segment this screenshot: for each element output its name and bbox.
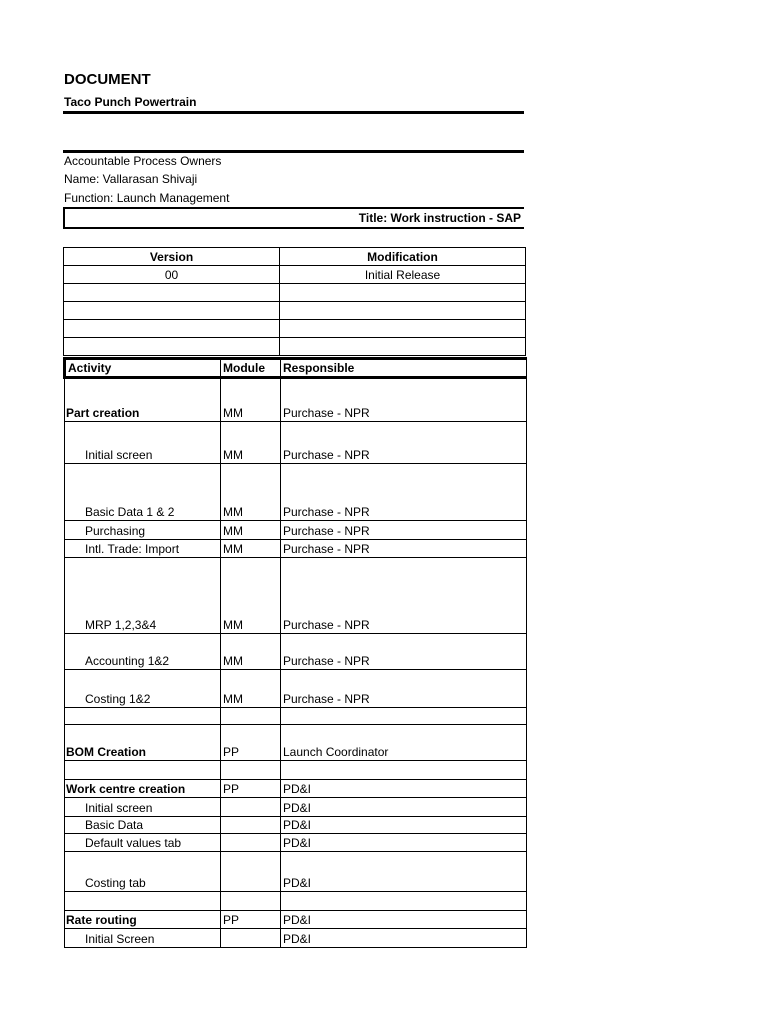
module-header: Module [221, 359, 281, 378]
activity-cell [65, 708, 221, 725]
module-cell: MM [221, 558, 281, 634]
activity-cell: Purchasing [65, 521, 221, 540]
activity-cell: Part creation [65, 378, 221, 422]
responsible-cell: Purchase - NPR [281, 558, 527, 634]
table-row [65, 780, 527, 798]
modification-header: Modification [280, 248, 526, 266]
module-cell: MM [221, 464, 281, 521]
version-cell [64, 338, 280, 356]
table-row [65, 540, 527, 558]
module-cell [221, 817, 281, 834]
table-row [65, 558, 527, 634]
divider [63, 150, 524, 153]
table-row [65, 817, 527, 834]
table-row [64, 284, 526, 302]
module-cell: MM [221, 378, 281, 422]
table-row [64, 338, 526, 356]
table-row [65, 725, 527, 761]
responsible-cell: PD&I [281, 834, 527, 852]
activity-cell: Initial screen [65, 798, 221, 817]
activity-cell: Intl. Trade: Import [65, 540, 221, 558]
activity-cell [65, 892, 221, 911]
activity-cell [65, 761, 221, 780]
responsible-cell: Purchase - NPR [281, 464, 527, 521]
table-row [64, 302, 526, 320]
table-row [65, 892, 527, 911]
module-cell [221, 798, 281, 817]
module-cell [221, 892, 281, 911]
module-cell [221, 834, 281, 852]
responsible-header: Responsible [281, 359, 527, 378]
table-row [65, 378, 527, 422]
modification-cell [280, 338, 526, 356]
table-row [64, 320, 526, 338]
owner-name: Name: Vallarasan Shivaji [64, 172, 198, 186]
activity-cell: Rate routing [65, 911, 221, 929]
responsible-cell: PD&I [281, 852, 527, 892]
version-cell [64, 320, 280, 338]
activity-cell: Work centre creation [65, 780, 221, 798]
module-cell: PP [221, 780, 281, 798]
table-row [65, 521, 527, 540]
activity-cell: MRP 1,2,3&4 [65, 558, 221, 634]
responsible-cell [281, 892, 527, 911]
responsible-cell: PD&I [281, 911, 527, 929]
responsible-cell: Launch Coordinator [281, 725, 527, 761]
activity-cell: Basic Data 1 & 2 [65, 464, 221, 521]
responsible-cell: Purchase - NPR [281, 670, 527, 708]
responsible-cell: Purchase - NPR [281, 540, 527, 558]
title-bar: Title: Work instruction - SAP [63, 207, 524, 229]
table-row [65, 422, 527, 464]
responsible-cell: PD&I [281, 798, 527, 817]
table-row [65, 929, 527, 948]
modification-cell: Initial Release [280, 266, 526, 284]
module-cell: PP [221, 725, 281, 761]
activity-cell: Initial Screen [65, 929, 221, 948]
table-row [64, 266, 526, 284]
responsible-cell: Purchase - NPR [281, 521, 527, 540]
version-table [63, 247, 526, 356]
activity-header: Activity [65, 359, 221, 378]
modification-cell [280, 320, 526, 338]
table-row [65, 670, 527, 708]
owners-heading: Accountable Process Owners [64, 154, 222, 168]
version-cell: 00 [64, 266, 280, 284]
table-row [65, 708, 527, 725]
activity-cell: Default values tab [65, 834, 221, 852]
document-title: DOCUMENT [64, 71, 151, 88]
table-row [65, 634, 527, 670]
activity-cell: Basic Data [65, 817, 221, 834]
table-row [65, 852, 527, 892]
responsible-cell: Purchase - NPR [281, 422, 527, 464]
activity-cell: BOM Creation [65, 725, 221, 761]
responsible-cell [281, 761, 527, 780]
module-cell [221, 708, 281, 725]
activity-cell: Accounting 1&2 [65, 634, 221, 670]
modification-cell [280, 302, 526, 320]
activity-cell: Costing 1&2 [65, 670, 221, 708]
module-cell: MM [221, 670, 281, 708]
table-row [65, 911, 527, 929]
module-cell [221, 852, 281, 892]
responsible-cell: Purchase - NPR [281, 634, 527, 670]
activity-cell: Costing tab [65, 852, 221, 892]
module-cell: MM [221, 634, 281, 670]
activity-cell: Initial screen [65, 422, 221, 464]
module-cell: MM [221, 422, 281, 464]
owner-function: Function: Launch Management [64, 191, 230, 205]
modification-cell [280, 284, 526, 302]
divider [63, 111, 524, 114]
version-header-row [64, 248, 526, 266]
activity-header-row [65, 359, 527, 378]
activity-table [63, 357, 527, 948]
module-cell: MM [221, 540, 281, 558]
module-cell: MM [221, 521, 281, 540]
company-name: Taco Punch Powertrain [64, 95, 197, 109]
responsible-cell: PD&I [281, 780, 527, 798]
responsible-cell [281, 708, 527, 725]
responsible-cell: Purchase - NPR [281, 378, 527, 422]
table-row [65, 464, 527, 521]
version-cell [64, 302, 280, 320]
responsible-cell: PD&I [281, 929, 527, 948]
table-row [65, 798, 527, 817]
version-cell [64, 284, 280, 302]
responsible-cell: PD&I [281, 817, 527, 834]
module-cell [221, 761, 281, 780]
version-header: Version [64, 248, 280, 266]
module-cell: PP [221, 911, 281, 929]
table-row [65, 834, 527, 852]
module-cell [221, 929, 281, 948]
table-row [65, 761, 527, 780]
